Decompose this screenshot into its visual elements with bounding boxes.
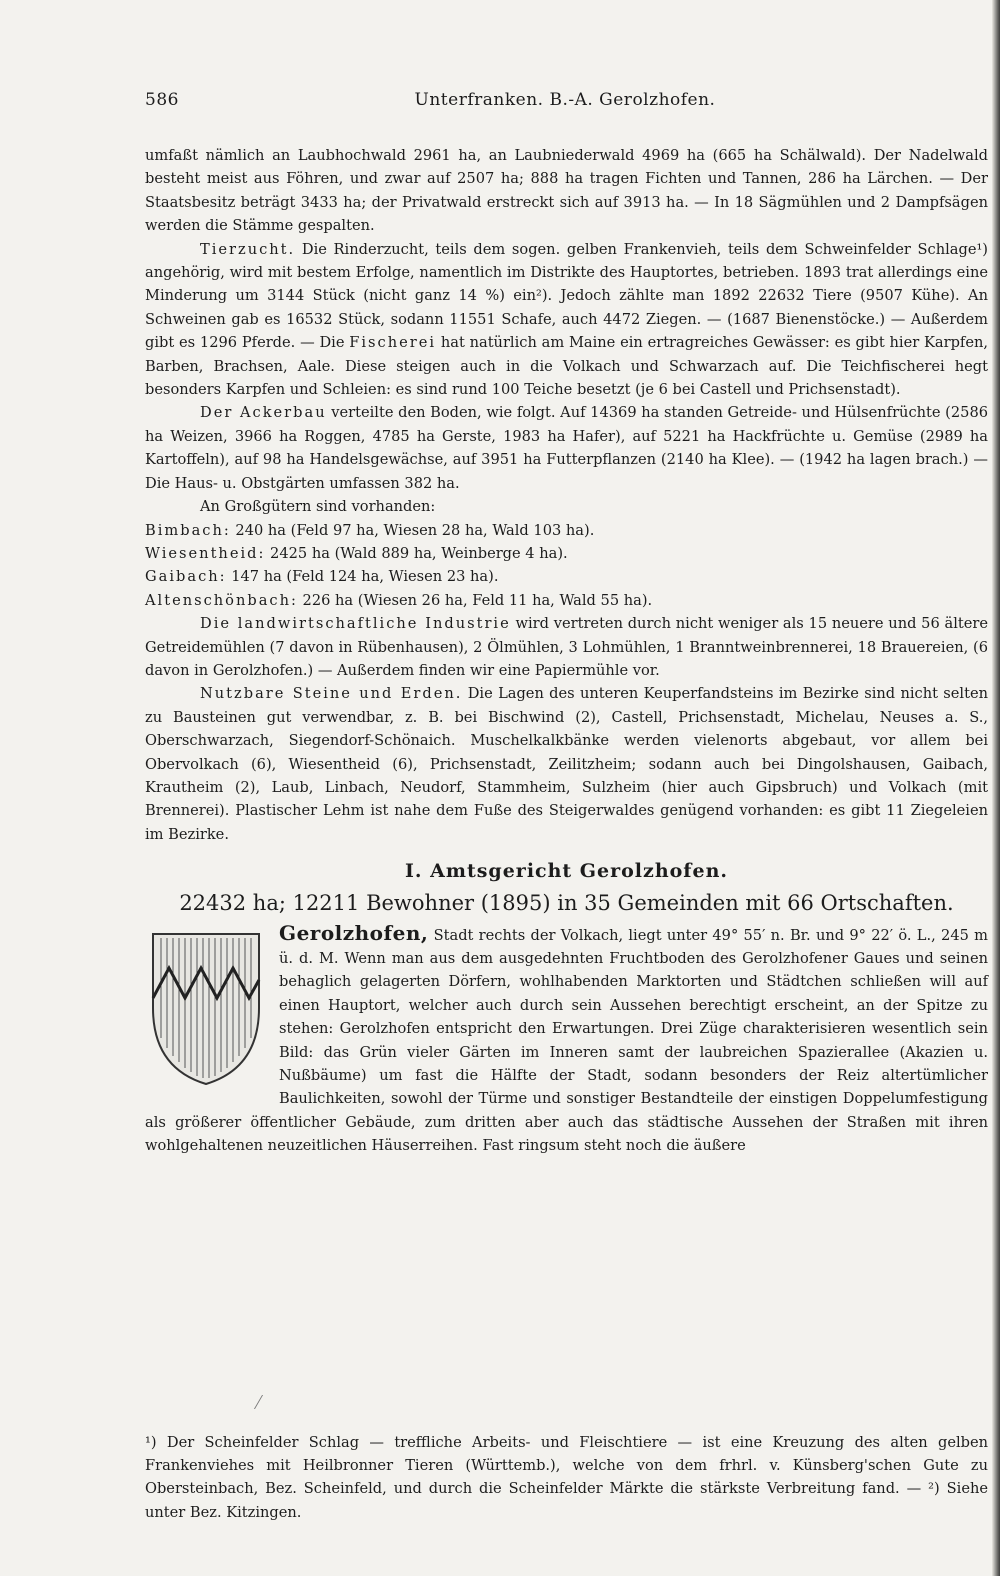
paragraph-agriculture: Der Ackerbau verteilte den Boden, wie folgt. Auf 14369 ha standen Getreide- und Hülsenfrüchte (2586 ha Weizen, 3966 ha Roggen, 4785 ha Gerste, 1983 ha Hafer), auf 5221 ha Hackfrüchte u. Gemüse (2989 ha Kartoffeln), auf 98 ha Handelsgewächse, auf 3951 ha Futterpflanzen (2140 ha Klee). — (1942 ha lagen brach.) — Die Haus- u. Obstgärten umfassen 382 ha. bbox=[145, 404, 989, 492]
section-stats: 22432 ha; 12211 Bewohner (1895) in 35 Gemeinden mit 66 Ortschaften. bbox=[179, 890, 954, 915]
paragraph-stones: Nutzbare Steine und Erden. Die Lagen des unteren Keuperfandsteins im Bezirke sind nicht selten zu Bausteinen gut verwendbar, z. B. bei Bischwind (2), Castell, Prichsenstadt, Michelau, Neuses a. S., Oberschwarzach, Siegendorf-Schönaich. Muschelkalkbänke werden vielenorts abgebaut, vor allem bei Obervolkach (6), Wiesentheid (6), Prichsenstadt, Zeilitzheim; sodann auch bei Dingolshausen, Gaibach, Krautheim (2), Laub, Linbach, Neudorf, Stammheim, Sulzheim (hier auch Gipsbruch) und Volkach (mit Brennerei). Plastischer Lehm ist nahe dem Fuße des Steigerwaldes genügend vorhanden: es gibt 11 Ziegeleien im Bezirke. bbox=[145, 685, 988, 843]
section-lead: Tierzucht. bbox=[200, 240, 296, 258]
footnotes: ¹) Der Scheinfelder Schlag — treffliche Arbeits- und Fleischtiere — ist eine Kreuzung des alten gelben Frankenviehes mit Heilbronner Tieren (Württemb.), welche von dem frhrl. v. Künsberg'schen Gute zu Obersteinbach, Bez. Scheinfeld, und durch die Scheinfelder Märkte die stärkste Verbreitung fand. — ²) Siehe unter Bez. Kitzingen. bbox=[145, 1433, 988, 1521]
estate-line: Wiesentheid: 2425 ha (Wald 889 ha, Weinberge 4 ha). bbox=[145, 544, 568, 562]
section-lead: Die landwirtschaftliche Industrie bbox=[200, 615, 511, 633]
town-name: Gerolzhofen, bbox=[279, 920, 429, 945]
paragraph-estates-intro: An Großgütern sind vorhanden: bbox=[200, 498, 436, 516]
estate-line: Gaibach: 147 ha (Feld 124 ha, Wiesen 23 ha). bbox=[145, 568, 499, 586]
page-edge bbox=[992, 0, 1000, 1576]
section-title: I. Amtsgericht Gerolzhofen. bbox=[405, 860, 728, 883]
paragraph-industry: Die landwirtschaftliche Industrie wird vertreten durch nicht weniger als 15 neuere und 56 ältere Getreidemühlen (7 davon in Rübenhausen), 2 Ölmühlen, 3 Lohmühlen, 1 Branntweinbrennerei, 18 Brauereien, (6 davon in Gerolzhofen.) — Außerdem finden wir eine Papiermühle vor. bbox=[145, 615, 988, 679]
paragraph-town: Gerolzhofen, Stadt rechts der Volkach, liegt unter 49° 55′ n. Br. und 9° 22′ ö. L., 245 m ü. d. M. Wenn man aus dem ausgedehnten Fruchtboden des Gerolzhofener Gaues und seinen behaglich gelagerten Dörfern, wohlhabenden Marktorten und Städtchen schließen will auf einen Hauptort, welcher auch durch sein Aussehen berechtigt erscheint, an der Spitze zu stehen: Gerolzhofen entspricht den Erwartungen. Drei Züge charakterisieren wesentlich sein Bild: das Grün vieler Gärten im Inneren samt der laubreichen Spazierallee (Akazien u. Nußbäume) um fast die Hälfte der Stadt, sodann besonders der Reiz altertümlicher Baulichkeiten, sowohl der Türme und sonstiger Bestandteile der einstigen Doppelumfestigung als größerer öffentlicher Gebäude, zum dritten aber auch das städtische Aussehen der Straßen mit ihren wohlgehaltenen neuzeitlichen Häuserreihen. Fast ringsum steht noch die äußere bbox=[145, 920, 989, 1155]
main-text bbox=[145, 144, 988, 1158]
estate-line: Altenschönbach: 226 ha (Wiesen 26 ha, Feld 11 ha, Wald 55 ha). bbox=[145, 591, 653, 609]
page-header bbox=[145, 90, 985, 114]
page-number: 586 bbox=[145, 90, 179, 110]
section-lead: Fischerei bbox=[349, 334, 437, 352]
coat-of-arms-icon bbox=[145, 928, 267, 1088]
paragraph-livestock: Tierzucht. Die Rinderzucht, teils dem sogen. gelben Frankenvieh, teils dem Schweinfelder Schlage¹) angehörig, wird mit bestem Erfolge, namentlich im Distrikte des Hauptortes, betrieben. 1893 trat allerdings eine Minderung um 3144 Stück (nicht ganz 14 %) ein²). Jedoch zählte man 1892 22632 Tiere (9507 Kühe). An Schweinen gab es 16532 Stück, sodann 11551 Schafe, auch 4472 Ziegen. — (1687 Bienenstöcke.) — Außerdem gibt es 1296 Pferde. — Die Fischerei hat natürlich am Maine ein ertragreiches Gewässer: es gibt hier Karpfen, Barben, Brachsen, Aale. Diese steigen auch in die Volkach und Schwarzach auf. Die Teichfischerei hegt besonders Karpfen und Schleien: es sind rund 100 Teiche besetzt (je 6 bei Castell und Prichsenstadt). bbox=[145, 240, 989, 399]
running-title: Unterfranken. B.-A. Gerolzhofen. bbox=[414, 90, 716, 110]
section-lead: Der Ackerbau bbox=[200, 404, 327, 422]
section-lead: Nutzbare Steine und Erden. bbox=[200, 685, 463, 703]
estate-line: Bimbach: 240 ha (Feld 97 ha, Wiesen 28 ha, Wald 103 ha). bbox=[145, 521, 595, 539]
paragraph-forest: umfaßt nämlich an Laubhochwald 2961 ha, an Laubniederwald 4969 ha (665 ha Schälwald). Der Nadelwald besteht meist aus Föhren, und zwar auf 2507 ha; 888 ha tragen Fichten und Tannen, 286 ha Lärchen. — Der Staatsbesitz beträgt 3433 ha; der Privatwald erstreckt sich auf 3913 ha. — In 18 Sägmühlen und 2 Dampfsägen werden die Stämme gespalten. bbox=[145, 147, 988, 235]
footnote-separator bbox=[254, 1395, 277, 1409]
